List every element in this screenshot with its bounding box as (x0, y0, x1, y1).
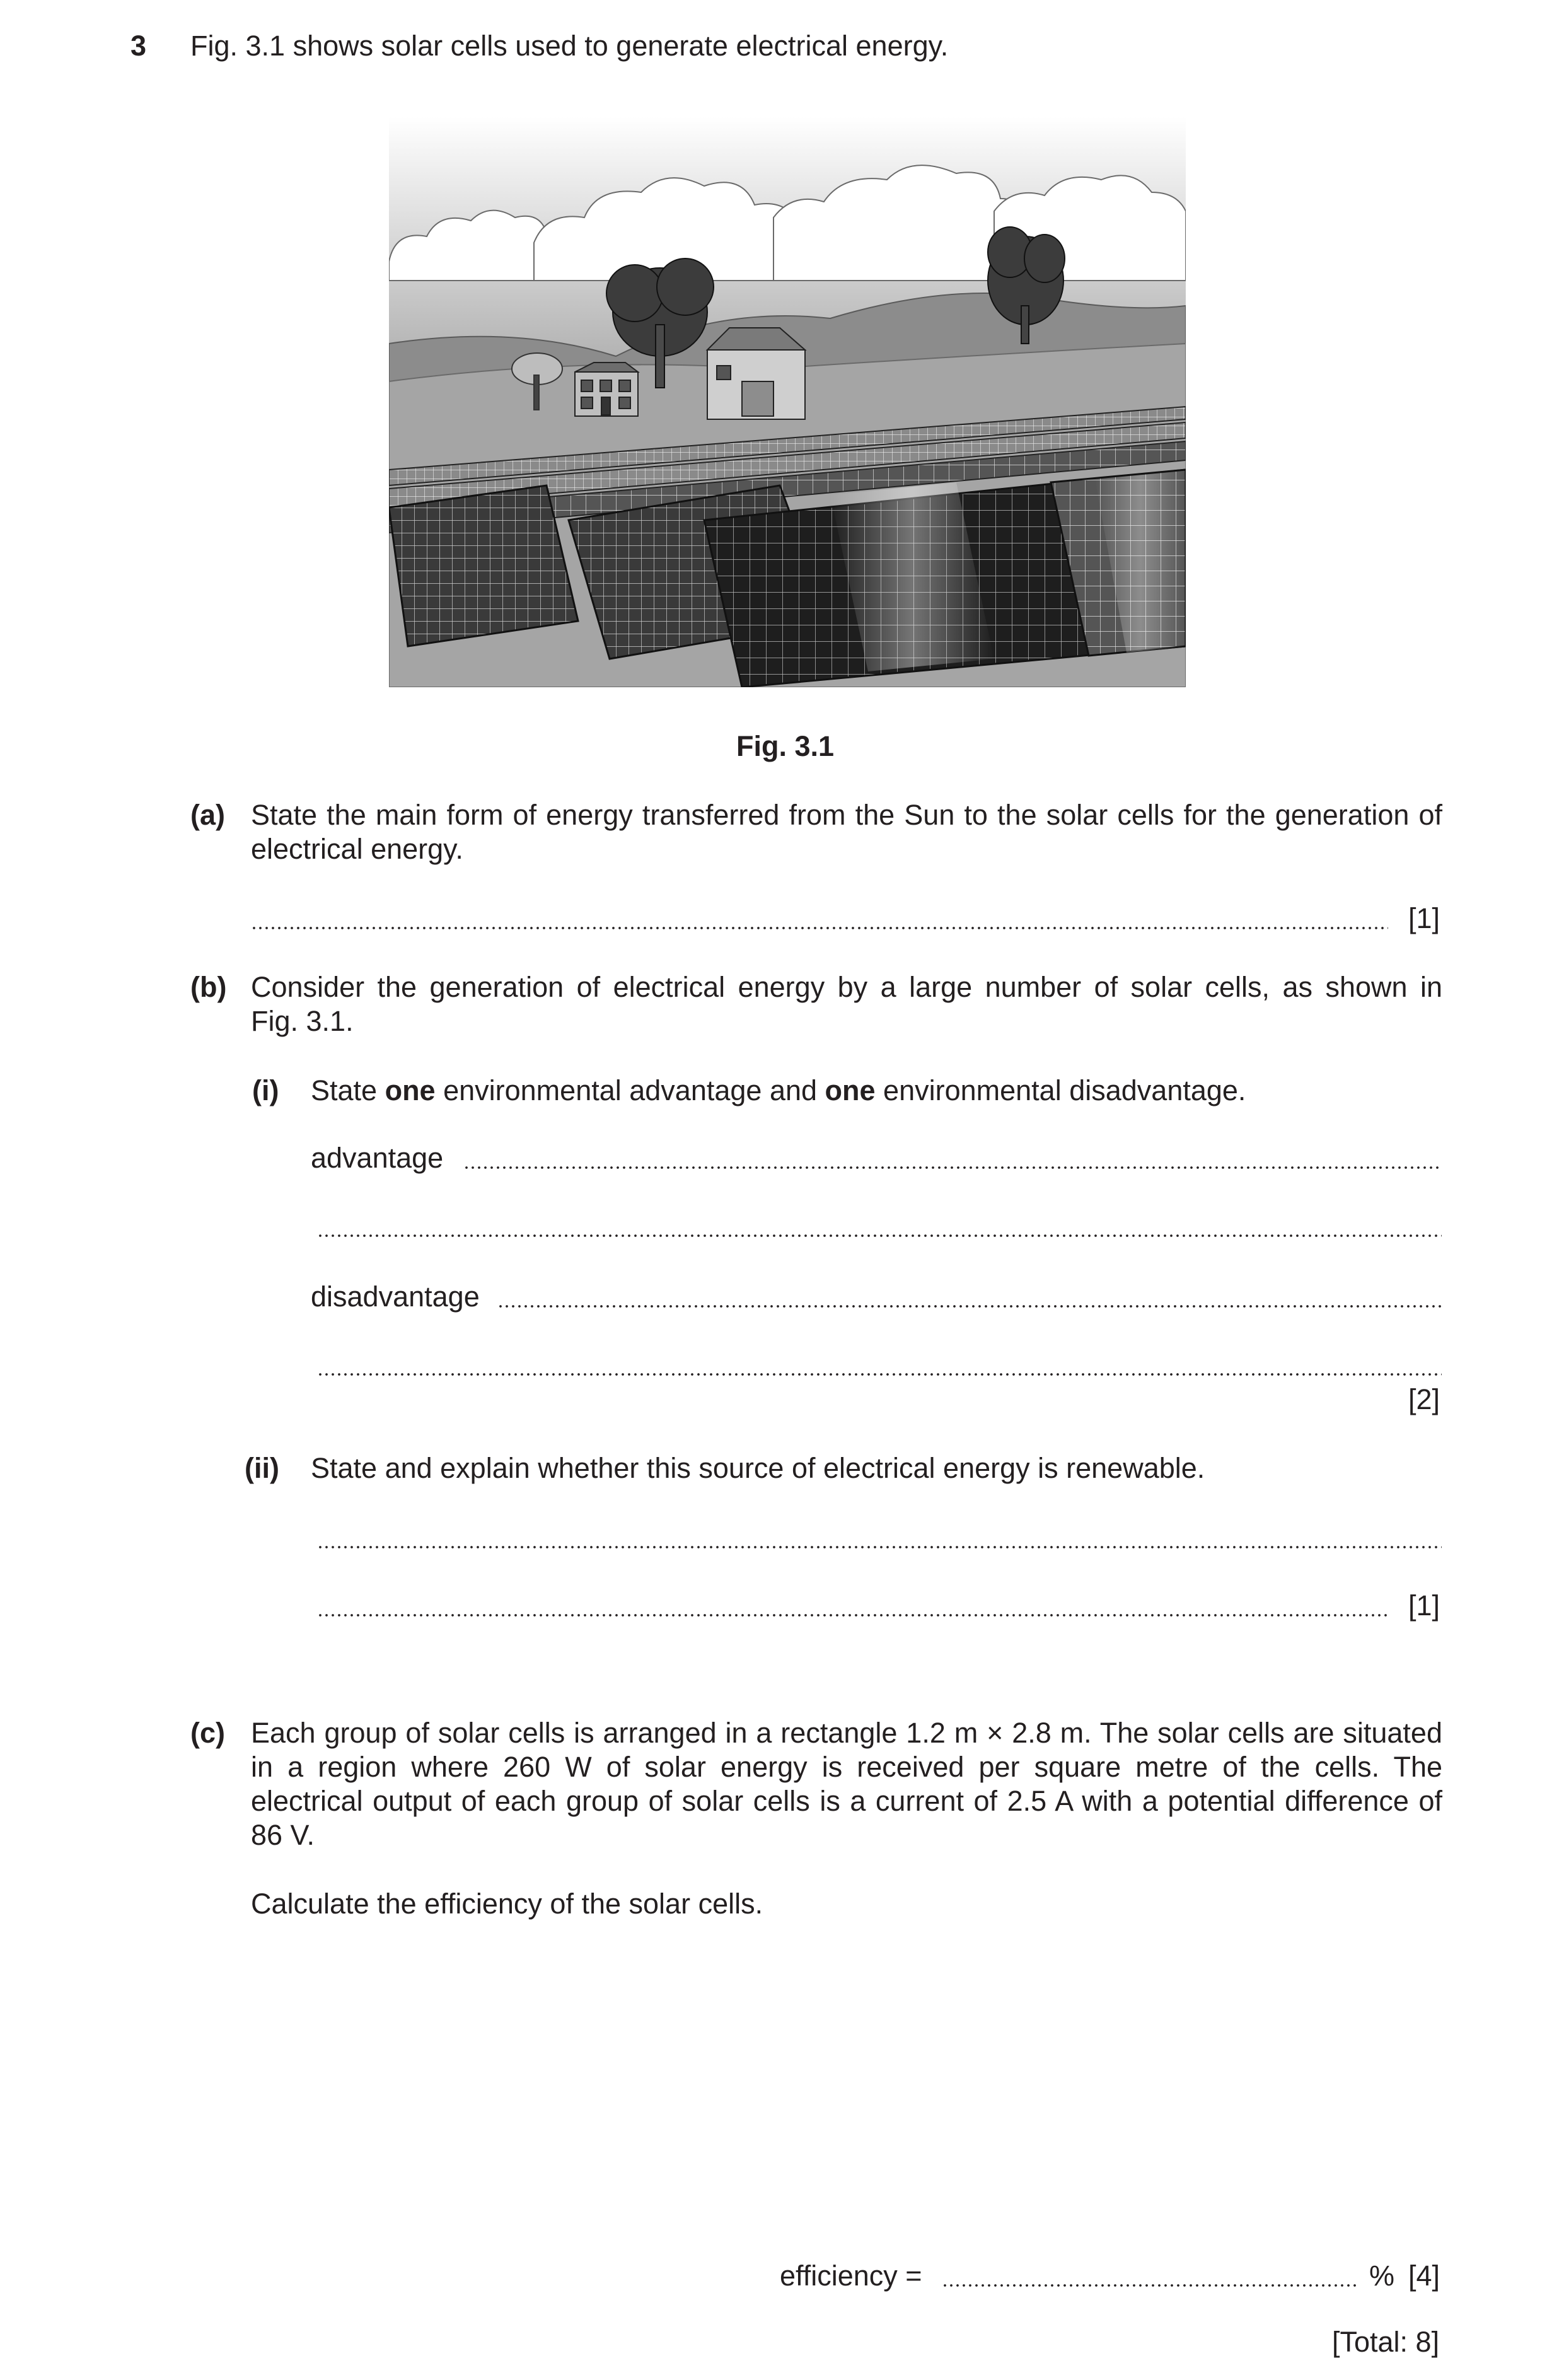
part-b-ii-question: State and explain whether this source of electrical energy is renewable. (311, 1452, 1205, 1484)
part-b-i-text-2: environmental advantage and (435, 1074, 825, 1106)
part-b-i-bold-2: one (825, 1074, 876, 1106)
efficiency-answer-line[interactable] (942, 2284, 1357, 2287)
part-b-ii-answer-line-1[interactable] (317, 1546, 1442, 1548)
part-c-question-line4: 86 V. (251, 1819, 315, 1851)
part-b-i-text-1: State (311, 1074, 385, 1106)
efficiency-unit: % (1369, 2260, 1395, 2292)
part-a-question-line1: State the main form of energy transferred from the Sun to the solar cells for the generation of (251, 799, 1442, 831)
question-number: 3 (130, 30, 147, 62)
part-b-question-line1: Consider the generation of electrical energy by a large number of solar cells, as shown in (251, 971, 1442, 1003)
part-c-question-line1: Each group of solar cells is arranged in a rectangle 1.2 m × 2.8 m. The solar cells are situated (251, 1717, 1442, 1749)
part-b-i-question (311, 1074, 1246, 1108)
figure-caption: Fig. 3.1 (736, 730, 835, 762)
part-b-i-text-3: environmental disadvantage. (875, 1074, 1246, 1106)
disadvantage-label: disadvantage (311, 1280, 480, 1313)
part-a-answer-line[interactable] (251, 927, 1388, 929)
question-total: [Total: 8] (1332, 2326, 1440, 2358)
part-a-question-line2: electrical energy. (251, 833, 463, 865)
disadvantage-answer-line-2[interactable] (317, 1373, 1442, 1376)
part-b-ii-marks: [1] (1408, 1589, 1440, 1622)
part-a-marks: [1] (1408, 902, 1440, 934)
efficiency-label: efficiency = (780, 2260, 922, 2292)
part-b-ii-label: (ii) (245, 1452, 279, 1484)
part-a-label: (a) (190, 799, 225, 831)
advantage-answer-line-1[interactable] (463, 1166, 1442, 1169)
disadvantage-answer-line-1[interactable] (497, 1305, 1442, 1308)
part-b-question-line2: Fig. 3.1. (251, 1005, 354, 1037)
solar-farm-figure (389, 117, 1186, 687)
part-c-question-line2: in a region where 260 W of solar energy is received per square metre of the cells. The (251, 1751, 1442, 1783)
advantage-answer-line-2[interactable] (317, 1234, 1442, 1237)
part-b-ii-answer-line-2[interactable] (317, 1614, 1388, 1617)
question-intro: Fig. 3.1 shows solar cells used to generate electrical energy. (190, 30, 949, 62)
part-c-marks: [4] (1408, 2260, 1440, 2292)
part-c-instruction: Calculate the efficiency of the solar cells. (251, 1888, 763, 1920)
part-b-i-marks: [2] (1408, 1383, 1440, 1415)
part-b-i-label: (i) (252, 1074, 279, 1106)
part-c-question-line3: electrical output of each group of solar cells is a current of 2.5 A with a potential difference of (251, 1785, 1442, 1817)
part-b-i-bold-1: one (385, 1074, 436, 1106)
part-b-label: (b) (190, 971, 227, 1003)
part-c-label: (c) (190, 1717, 225, 1749)
advantage-label: advantage (311, 1142, 444, 1174)
